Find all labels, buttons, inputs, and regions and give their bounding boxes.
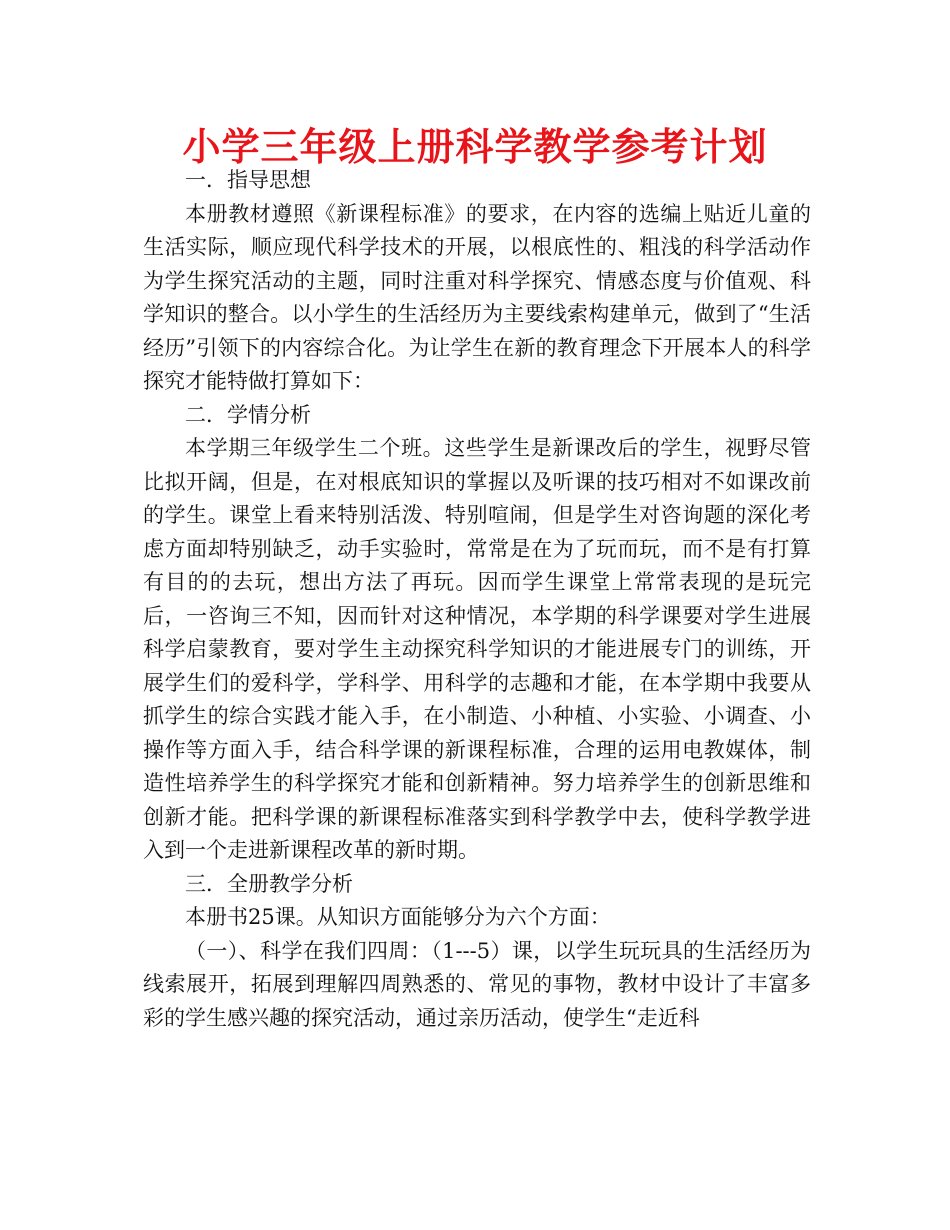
document-title: 小学三年级上册科学教学参考计划 [182, 125, 768, 169]
paragraph-student-analysis: 本学期三年级学生二个班。这些学生是新课改后的学生，视野尽管比拟开阔，但是，在对根底知识的掌握以及听课的技巧相对不如课改前的学生。课堂上看来特别活泼、特别喧闹，但是学生对咨询题的深化考虑方面却特别缺乏，动手实验时，常常是在为了玩而玩，而不是有打算有目的的去玩，想出方法了再玩。因而学生课堂上常常表现的是玩完后，一咨询三不知，因而针对这种情况，本学期的科学课要对学生进展科学启蒙教育，要对学生主动探究科学知识的才能进展专门的训练，开展学生们的爱科学，学科学、用科学的志趣和才能，在本学期中我要从抓学生的综合实践才能入手，在小制造、小种植、小实验、小调查、小操作等方面入手，结合科学课的新课程标准，合理的运用电教媒体，制造性培养学生的科学探究才能和创新精神。努力培养学生的创新思维和创新才能。把科学课的新课程标准落实到科学教学中去，使科学教学进入到一个走进新课程改革的新时期。 [143, 436, 811, 862]
paragraph-guiding-ideology: 本册教材遵照《新课程标准》的要求，在内容的选编上贴近儿童的生活实际，顺应现代科学技术的开展，以根底性的、粗浅的科学活动作为学生探究活动的主题，同时注重对科学探究、情感态度与价值观、科学知识的整合。以小学生的生活经历为主要线索构建单元，做到了“生活经历”引领下的内容综合化。为让学生在新的教育理念下开展本人的科学探究才能特做打算如下： [143, 201, 811, 393]
section-heading-student-analysis: 二．学情分析 [185, 402, 311, 427]
section-heading-guiding-ideology: 一．指导思想 [185, 168, 311, 192]
section-heading-book-analysis: 三．全册教学分析 [185, 871, 353, 896]
paragraph-book-overview: 本册书25课。从知识方面能够分为六个方面： [185, 905, 611, 929]
paragraph-science-around-us: （一）、科学在我们四周：（1---5）课，以学生玩玩具的生活经历为线索展开，拓展到理解四周熟悉的、常见的事物，教材中设计了丰富多彩的学生感兴趣的探究活动，通过亲历活动，使学生“走近科 [143, 938, 811, 1030]
document-body [143, 164, 811, 1035]
